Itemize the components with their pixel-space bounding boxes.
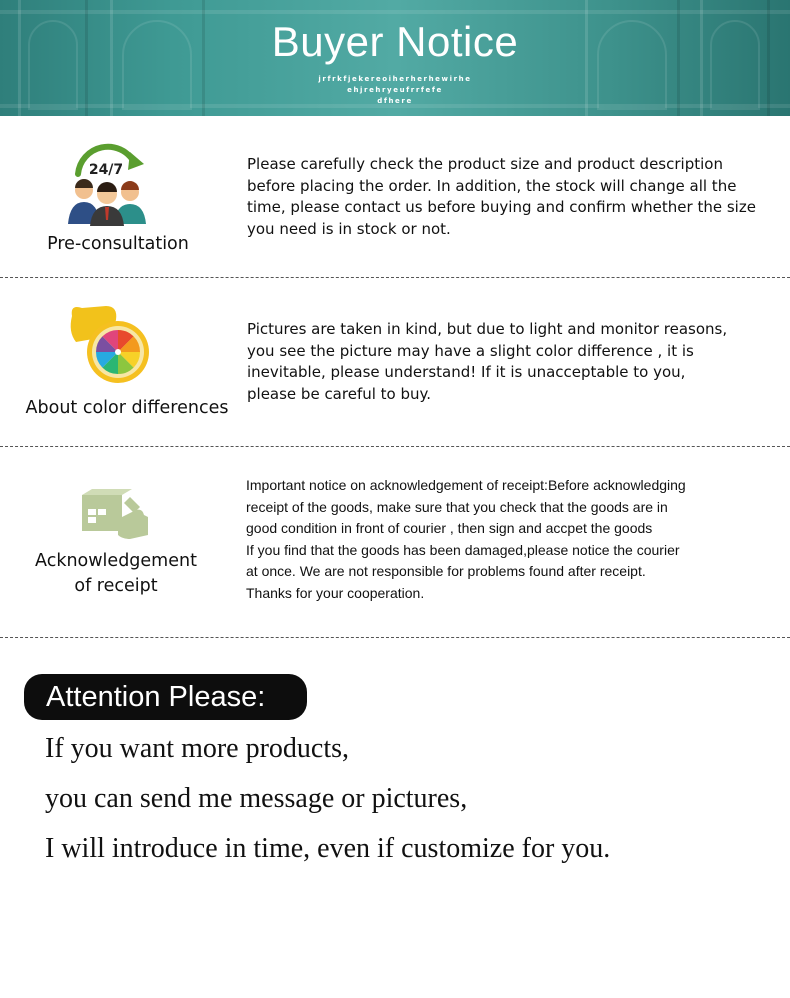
banner-subtitle-line: ehjrehryeufrrfefe (347, 86, 443, 94)
section-description (247, 319, 727, 405)
notice-section-pre-consultation (0, 116, 790, 276)
description-line: receipt of the goods, make sure that you check that the goods are in (246, 498, 668, 515)
attention-heading: Attention Please: (24, 674, 307, 720)
attention-line: I will introduce in time, even if customize for you. (45, 833, 611, 864)
description-line: Important notice on acknowledgement of receipt:Before acknowledging (246, 477, 686, 493)
section-label-line: of receipt (74, 576, 158, 596)
description-line: you see the picture may have a slight color difference , it is (247, 341, 694, 360)
description-line: please be careful to buy. (247, 384, 432, 403)
attention-line: you can send me message or pictures, (45, 783, 468, 814)
description-line: inevitable, please understand! If it is unacceptable to you, (247, 363, 686, 381)
section-label-line: Acknowledgement (35, 551, 197, 571)
notice-section-color-differences (0, 278, 790, 448)
section-label: About color differences (25, 398, 229, 418)
description-line: you need is in stock or not. (247, 219, 451, 238)
header-banner (0, 0, 790, 116)
section-label (20, 549, 212, 599)
section-description (247, 154, 756, 240)
section-label: Pre-consultation (47, 234, 189, 254)
banner-subtitle-line: jrfrkfjekereoiherherhewirhe (318, 75, 472, 83)
description-line: Pictures are taken in kind, but due to light and monitor reasons, (247, 320, 728, 338)
description-line: before placing the order. In addition, the stock will change all the (247, 176, 737, 195)
description-line: time, please contact us before buying and confirm whether the size (247, 198, 756, 216)
page-title: Buyer Notice (271, 18, 519, 65)
description-line: Please carefully check the product size and product description (247, 155, 723, 173)
description-line: good condition in front of courier , then sign and accpet the goods (246, 520, 653, 536)
banner-subtitle-line: dfhere (377, 97, 413, 105)
section-description (246, 475, 686, 604)
color-wheel-icon (66, 302, 154, 388)
description-line: If you find that the goods has been damaged,please notice the courier (246, 541, 680, 558)
customer-service-icon (64, 140, 152, 226)
description-line: Thanks for your cooperation. (246, 584, 425, 601)
package-delivery-icon (78, 489, 154, 545)
notice-section-acknowledgement (0, 447, 790, 637)
description-line: at once. We are not responsible for problems found after receipt. (246, 563, 646, 579)
attention-line: If you want more products, (45, 733, 350, 764)
dashed-divider (0, 637, 790, 638)
badge-24-7: 24/7 (88, 162, 124, 178)
